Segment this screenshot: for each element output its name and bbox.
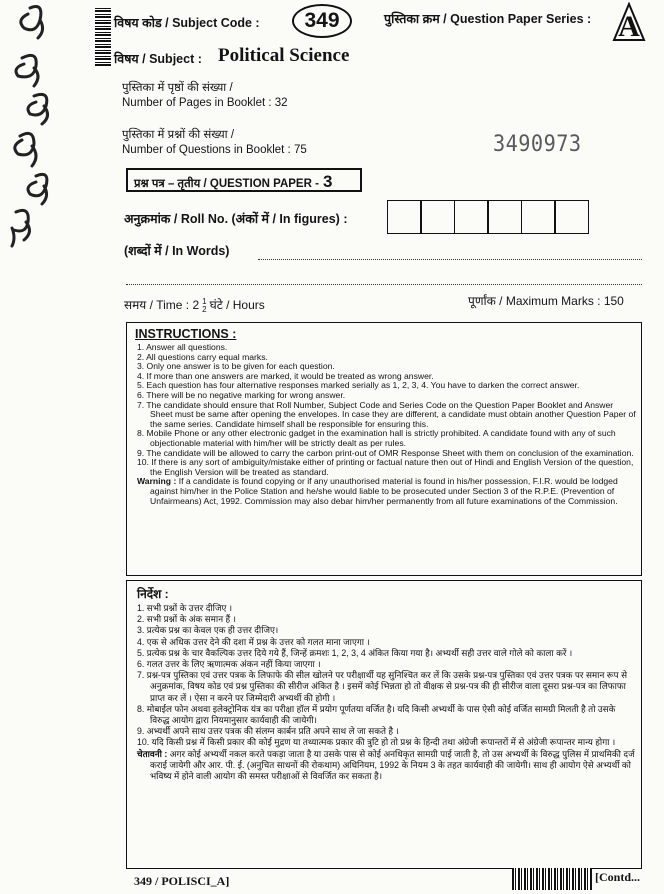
series-letter: A: [618, 10, 640, 42]
questions-label: Number of Questions in Booklet : 75: [122, 144, 307, 156]
time-row: [124, 296, 265, 314]
instruction-item: 1. Answer all questions.: [137, 342, 228, 352]
instruction-warning: [137, 477, 637, 506]
subject-label: विषय / Subject :: [114, 52, 202, 66]
instruction-item: 9. The candidate will be allowed to carry the carbon print-out of OMR Response Sheet with them on conclusion of the examination.: [137, 447, 634, 458]
roll-digit-box[interactable]: [420, 200, 455, 234]
roll-number-boxes[interactable]: [388, 200, 589, 234]
hindi-instruction-item: 6. गलत उत्तर के लिए ऋणात्मक अंकन नहीं किया जाएगा ।: [137, 659, 321, 670]
time-label: समय / Time : 2: [124, 298, 200, 312]
subject-code-label: विषय कोड / Subject Code :: [114, 16, 260, 30]
questions-label-hindi: पुस्तिका में प्रश्नों की संख्या /: [122, 129, 235, 141]
hindi-instruction-item: 9. अभ्यर्थी अपने साथ उत्तर पत्रक की संलग्न कार्बन प्रति अपने साथ ले जा सकते है ।: [137, 726, 399, 737]
booklet-serial-number: 3490973: [493, 132, 582, 157]
time-fraction: [202, 298, 206, 314]
warning-text: If a candidate is found copying or if any unauthorised material is found in his/her possession, F.I.R. would be lodged against him/her in the Police Station and he/she would liable to be prosecuted under Section 3 of the R.P.E. (Prevention of Unfairmeans) Act, 1992. Commission may also debar him/her permanently from all future examinations of the Commission.: [150, 476, 618, 506]
hindi-instruction-item: 5. प्रत्येक प्रश्न के चार वैकल्पिक उत्तर दिये गये हैं, जिन्हें क्रमशः 1, 2, 3, 4 अंकित किया गया है। अभ्यर्थी सही उत्तर वाले गोले को काला करें ।: [137, 647, 573, 658]
hindi-instructions-title: निर्देश :: [137, 587, 169, 601]
pages-label: Number of Pages in Booklet : 32: [122, 97, 288, 109]
footer-barcode: [512, 868, 592, 890]
instruction-item: 7. The candidate should ensure that Roll Number, Subject Code and Series Code on the Question Paper Booklet and Answer Sheet must be same after opening the envelopes. In case they are different, a candidate must obtain another Question Paper of the same series. Candidate himself shall be responsible for ensuring this.: [137, 399, 636, 429]
time-unit: घंटे / Hours: [209, 298, 265, 312]
instructions-title: INSTRUCTIONS :: [135, 327, 237, 341]
hindi-warning-text: अगर कोई अभ्यर्थी नकल करते पकड़ा जाता है या उसके पास से कोई अनधिकृत सामग्री पाई जाती है, तो उस अभ्यर्थी के विरुद्ध पुलिस में प्राथमिकी दर्ज कराई जायेगी और आर. पी. ई. (अनुचित साधनों की रोकथाम) अधिनियम, 1992 के नियम 3 के तहत कार्यवाही की जायेगी। साथ ही आयोग ऐसे अभ्यर्थी को भविष्य में होने वाली आयोग की समस्त परीक्षाओं से विवर्जित कर सकता है।: [150, 748, 635, 782]
roll-words-line-2[interactable]: [126, 284, 642, 285]
instructions-box: [126, 322, 642, 576]
hindi-warning-label: चेतावनी :: [137, 748, 168, 759]
question-paper-box: [126, 168, 362, 192]
hindi-instruction-item: 7. प्रश्न-पत्र पुस्तिका एवं उत्तर पत्रक के लिफाफे की सील खोलने पर परीक्षार्थी यह सुनिश्चित कर लें कि उसके प्रश्न-पत्र पुस्तिका एवं उत्तर पत्रक पर समान रूप से अनुक्रमांक, विषय कोड एवं प्रश्न पुस्तिका की सीरीज अंकित है । इसमें कोई भिन्नता हो तो वीक्षक से प्रश्न-पत्र की ही सीरीज वाला दूसरा प्रश्न-पत्र का लिफाफा प्राप्त कर लें । ऐसा न करने पर जिम्मेदारी अभ्यर्थी की होगी ।: [137, 670, 628, 703]
instruction-item: 8. Mobile Phone or any other electronic gadget in the examination hall is strictly prohibited. A candidate found with any of such objectionable material with him/her will be strictly dealt as per rules.: [137, 428, 616, 448]
question-paper-number: 3: [322, 172, 333, 191]
instructions-list: [137, 343, 637, 506]
hindi-instruction-item: 8. मोबाईल फोन अथवा इलेक्ट्रोनिक यंत्र का परीक्षा हॉल में प्रयोग पूर्णतया वर्जित है। यदि किसी अभ्यर्थी के पास ऐसी कोई वर्जित सामग्री मिलती है तो उसके विरुद्ध आयोग द्वारा नियमानुसार कार्यवाही की जायेगी।: [137, 703, 616, 726]
hindi-instruction-item: 3. प्रत्येक प्रश्न का केवल एक ही उत्तर दीजिए।: [137, 625, 279, 636]
margin-scribble-decoration: [0, 0, 88, 260]
instruction-item: 6. There will be no negative marking for wrong answer.: [137, 389, 346, 400]
fraction-numerator: 1: [202, 296, 207, 306]
hindi-instruction-item: 2. सभी प्रश्नों के अंक समान हैं ।: [137, 614, 236, 625]
instruction-item: 2. All questions carry equal marks.: [137, 351, 268, 362]
roll-number-label: अनुक्रमांक / Roll No. (अंकों में / In figures) :: [124, 212, 348, 226]
roll-words-line[interactable]: [258, 259, 642, 260]
hindi-instruction-warning: [137, 749, 637, 783]
series-label: पुस्तिका क्रम / Question Paper Series :: [384, 12, 592, 26]
roll-digit-box[interactable]: [387, 200, 422, 234]
series-letter-badge: [612, 2, 646, 42]
roll-digit-box[interactable]: [454, 200, 489, 234]
hindi-instructions-list: [137, 603, 637, 782]
roll-digit-box[interactable]: [521, 200, 556, 234]
roll-digit-box[interactable]: [554, 200, 589, 234]
maximum-marks: पूर्णांक / Maximum Marks : 150: [468, 294, 624, 308]
footer-paper-code: 349 / POLISCI_A]: [134, 874, 230, 888]
subject-code-value: 349: [292, 4, 352, 38]
hindi-instruction-item: 4. एक से अधिक उत्तर देने की दशा में प्रश्न के उत्तर को गलत माना जाएगा ।: [137, 636, 370, 647]
instruction-item: 4. If more than one answers are marked, it would be treated as wrong answer.: [137, 370, 434, 381]
roll-words-label: (शब्दों में / In Words): [124, 244, 230, 258]
warning-label: Warning :: [137, 476, 177, 487]
hindi-instructions-box: [126, 580, 642, 869]
pages-label-hindi: पुस्तिका में पृष्ठों की संख्या /: [122, 82, 233, 94]
question-paper-label: प्रश्न पत्र – तृतीय / QUESTION PAPER -: [134, 178, 319, 190]
hindi-instruction-item: 10. यदि किसी प्रश्न में किसी प्रकार की कोई मुद्रण या तथ्यात्मक प्रकार की त्रुटि हो तो प्रश्न के हिन्दी तथा अंग्रेजी रूपान्तरों में से अंग्रेजी रूपान्तर मान्य होगा ।: [137, 737, 616, 748]
continued-label: [Contd...: [595, 870, 641, 884]
instruction-item: 5. Each question has four alternative responses marked serially as 1, 2, 3, 4. You have to darken the correct answer.: [137, 380, 580, 391]
subject-name: Political Science: [218, 45, 350, 66]
instruction-item: 10. If there is any sort of ambiguity/mistake either of printing or factual nature then out of Hindi and English Version of the question, the English Version will be treated as standard.: [137, 457, 634, 477]
fraction-denominator: 2: [202, 304, 207, 314]
vertical-barcode: [95, 8, 111, 66]
roll-digit-box[interactable]: [487, 200, 522, 234]
hindi-instruction-item: 1. सभी प्रश्नों के उत्तर दीजिए ।: [137, 603, 233, 613]
instruction-item: 3. Only one answer is to be given for each question.: [137, 361, 335, 372]
